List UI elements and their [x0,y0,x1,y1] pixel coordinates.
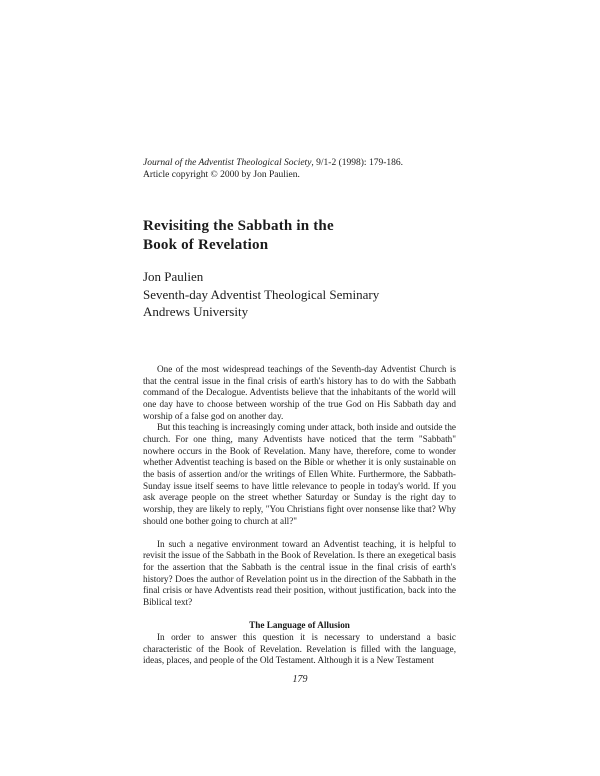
citation-line [143,157,473,169]
article-body [143,364,456,667]
volume-pages: , 9/1-2 (1998): 179-186. [311,158,403,168]
author-institution: Seventh-day Adventist Theological Seminary [143,286,380,302]
journal-name: Journal of the Adventist Theological Society [143,158,312,168]
paragraph: But this teaching is increasingly coming under attack, both inside and outside the church. For one thing, many Adventists have noticed that the term "Sabbath" nowhere occurs in the Book of Revelation. Many have, therefore, come to wonder whether Adventist teaching is based on the Bible or whether it is only sustainable on the basis of assertion and/or the writings of Ellen White. Furthermore, the Sabbath-Sunday issue itself seems to have little relevance to people in today's world. If you ask average people on the street whether Saturday or Sunday is the right day to worship, they are likely to reply, "You Christians fight over nonsense like that? Why should one bother going to church at all?" [143,422,456,526]
article-title [143,217,473,255]
paragraph: One of the most widespread teachings of the Seventh-day Adventist Church is that the central issue in the final crisis of earth's history has to do with the Sabbath command of the Decalogue. Adventists believe that the inhabitants of the world will one day have to choose between worship of the true God on His Sabbath day and worship of a false god on another day. [143,364,456,421]
page-number: 179 [292,674,308,685]
paragraph: In order to answer this question it is necessary to understand a basic characteristic of the Book of Revelation. Revelation is filled with the language, ideas, places, and people of the Old Testament. Although it is a New Testament [143,631,456,666]
citation-header [143,157,473,181]
title-line-2: Book of Revelation [143,237,269,253]
author-name: Jon Paulien [143,269,204,284]
paragraph: In such a negative environment toward an Adventist teaching, it is helpful to revisit the issue of the Sabbath in the Book of Revelation. Is there an exegetical basis for the assertion that the Sabbath is the central issue in the final crisis of earth's history? Does the author of Revelation point us in the direction of the Sabbath in the final crisis or have Adventists read their position, without justification, back into the Biblical text? [143,538,456,608]
copyright-line: Article copyright © 2000 by Jon Paulien. [143,170,300,180]
author-block [143,268,473,321]
author-university: Andrews University [143,304,249,319]
section-heading: The Language of Allusion [249,620,350,631]
title-line-1: Revisiting the Sabbath in the [143,218,334,234]
